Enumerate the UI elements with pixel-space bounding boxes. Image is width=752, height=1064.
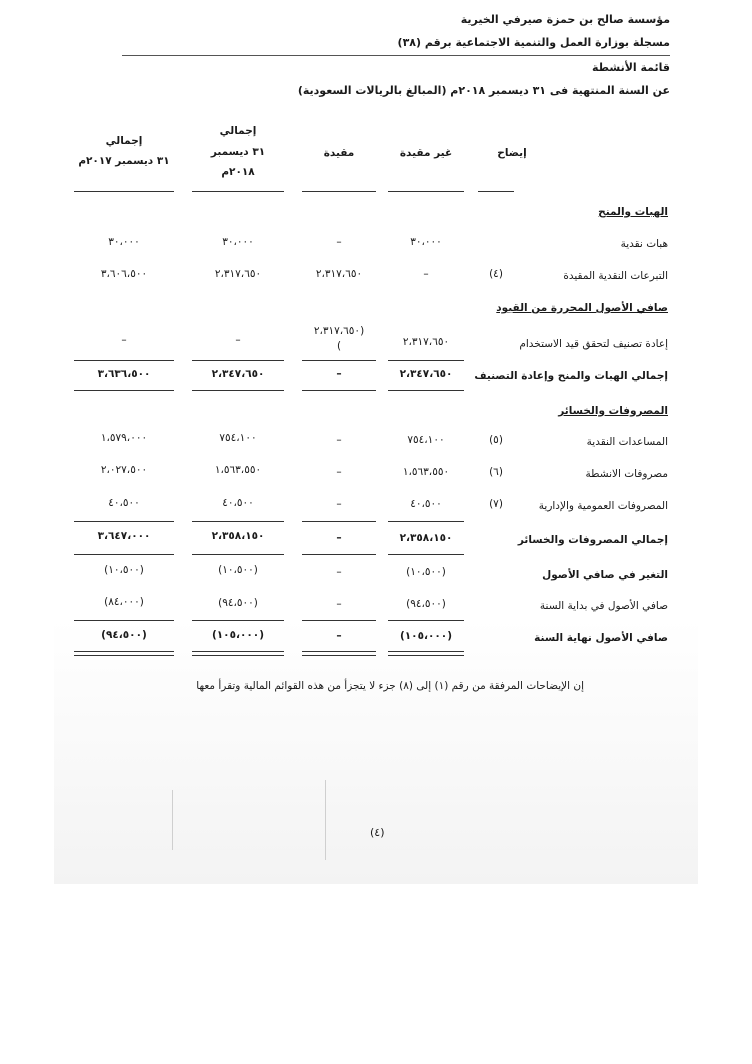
cell-restricted: – — [336, 498, 342, 510]
cell-restricted: – — [336, 434, 342, 446]
cell-unrestricted: (٩٤،٥٠٠) — [406, 598, 446, 610]
cell-unrestricted: (١٠٥،٠٠٠) — [399, 630, 453, 642]
subtotal-rule — [388, 521, 464, 522]
cell-unrestricted: ١،٥٦٣،٥٥٠ — [402, 466, 450, 478]
cell-unrestricted: ٤٠،٥٠٠ — [410, 498, 442, 510]
restricted-header-rule — [302, 191, 376, 192]
cell-total2017: ٣،٦٤٧،٠٠٠ — [97, 530, 151, 542]
cell-note: (٥) — [489, 434, 503, 446]
row-label: المساعدات النقدية — [586, 436, 668, 448]
cell-restricted: – — [336, 566, 342, 578]
cell-total2018: ٤٠،٥٠٠ — [222, 497, 254, 509]
subtotal-rule — [74, 360, 174, 361]
header-rule — [122, 55, 670, 56]
cell-note: (٧) — [489, 498, 503, 510]
subtotal-rule — [192, 620, 284, 621]
cell-total2017: (٩٤،٥٠٠) — [101, 629, 147, 641]
subtotal-rule — [74, 620, 174, 621]
total-rule — [388, 390, 464, 391]
cell-total2018: ٢،٣٥٨،١٥٠ — [211, 530, 265, 542]
cell-total2018: (٩٤،٥٠٠) — [218, 597, 258, 609]
subtotal-rule — [192, 360, 284, 361]
row-label-total: التغير في صافي الأصول — [542, 569, 668, 581]
row-label: مصروفات الانشطة — [585, 468, 668, 480]
cell-unrestricted: ٢،٣١٧،٦٥٠ — [402, 336, 450, 348]
cell-unrestricted: ٢،٣٤٧،٦٥٠ — [399, 368, 453, 380]
registration-line: مسجلة بوزارة العمل والتنمية الاجتماعية برقم (٣٨) — [397, 36, 670, 49]
total-rule — [74, 390, 174, 391]
col-total2017-header-2: ٣١ ديسمبر ٢٠١٧م — [78, 155, 170, 167]
row-label: صافي الأصول في بداية السنة — [539, 600, 668, 612]
subtotal-rule — [192, 521, 284, 522]
cell-restricted: – — [336, 532, 342, 544]
cell-total2017: ٤٠،٥٠٠ — [108, 497, 140, 509]
row-label: هبات نقدية — [620, 238, 668, 250]
cell-total2017: ٣،٦٠٦،٥٠٠ — [100, 268, 148, 280]
unrestricted-header-rule — [388, 191, 464, 192]
row-label: إعادة تصنيف لتحقق قيد الاستخدام — [519, 338, 668, 350]
cell-restricted: – — [336, 630, 342, 642]
row-label-total: إجمالي الهبات والمنح وإعادة التصنيف — [474, 370, 668, 382]
cell-total2017: – — [121, 334, 127, 346]
cell-unrestricted: – — [423, 268, 429, 280]
cell-restricted-cont: ) — [336, 340, 342, 352]
cell-restricted: – — [336, 466, 342, 478]
total-rule — [192, 390, 284, 391]
total2017-header-rule — [74, 191, 174, 192]
cell-total2017: (١٠،٥٠٠) — [104, 564, 144, 576]
cell-unrestricted: ٣٠،٠٠٠ — [410, 236, 442, 248]
total-rule — [74, 554, 174, 555]
cell-note: (٦) — [489, 466, 503, 478]
total-rule — [388, 554, 464, 555]
cell-total2018: (١٠٥،٠٠٠) — [211, 629, 265, 641]
org-name: مؤسسة صالح بن حمزة صيرفي الخيرية — [460, 13, 670, 26]
subtotal-rule — [388, 620, 464, 621]
grand-total-double-rule — [192, 651, 284, 656]
row-label-total: إجمالي المصروفات والخسائر — [517, 534, 668, 546]
cell-total2017: ٣،٦٣٦،٥٠٠ — [97, 368, 151, 380]
cell-total2018: ٢،٣٤٧،٦٥٠ — [211, 368, 265, 380]
subtotal-rule — [302, 360, 376, 361]
cell-restricted: – — [336, 236, 342, 248]
col-total2018-header-1: إجمالي — [219, 125, 257, 137]
grand-total-double-rule — [74, 651, 174, 656]
footnote: إن الإيضاحات المرفقة من رقم (١) إلى (٨) جزء لا يتجزأ من هذه القوائم المالية وتقرأ معها — [196, 680, 584, 692]
cell-note: (٤) — [489, 268, 503, 280]
page-number: (٤) — [370, 826, 385, 839]
period-line: عن السنة المنتهية فى ٣١ ديسمبر ٢٠١٨م (المبالغ بالريالات السعودية) — [297, 84, 670, 97]
subtotal-rule — [302, 521, 376, 522]
cell-restricted: – — [336, 598, 342, 610]
section-released: صافي الأصول المحررة من القيود — [496, 302, 668, 314]
total2018-header-rule — [192, 191, 284, 192]
cell-total2017: ٣٠،٠٠٠ — [108, 236, 140, 248]
cell-total2017: (٨٤،٠٠٠) — [104, 596, 144, 608]
subtotal-rule — [74, 521, 174, 522]
row-label-total: صافي الأصول نهاية السنة — [534, 632, 668, 644]
col-restricted-header: مقيدة — [323, 147, 355, 159]
cell-total2017: ٢،٠٢٧،٥٠٠ — [100, 464, 148, 476]
subtotal-rule — [388, 360, 464, 361]
col-unrestricted-header: غير مقيدة — [399, 147, 453, 159]
cell-total2018: ١،٥٦٣،٥٥٠ — [214, 464, 262, 476]
cell-unrestricted: (١٠،٥٠٠) — [406, 566, 446, 578]
row-label: التبرعات النقدية المقيدة — [563, 270, 668, 282]
section-expenses: المصروفات والخسائر — [558, 405, 668, 417]
cell-total2018: ٢،٣١٧،٦٥٠ — [214, 268, 262, 280]
col-total2017-header-1: إجمالي — [105, 135, 143, 147]
scan-artifact — [172, 790, 173, 850]
grand-total-double-rule — [388, 651, 464, 656]
total-rule — [192, 554, 284, 555]
total-rule — [302, 554, 376, 555]
cell-total2018: (١٠،٥٠٠) — [218, 564, 258, 576]
cell-total2018: ٧٥٤،١٠٠ — [219, 432, 257, 444]
section-grants: الهبات والمنح — [598, 206, 668, 218]
col-total2018-header-2: ٣١ ديسمبر — [210, 146, 266, 158]
subtotal-rule — [302, 620, 376, 621]
note-header-rule — [478, 191, 514, 192]
statement-title: قائمة الأنشطة — [591, 61, 670, 74]
cell-total2017: ١،٥٧٩،٠٠٠ — [100, 432, 148, 444]
scan-artifact — [325, 780, 326, 860]
grand-total-double-rule — [302, 651, 376, 656]
cell-restricted: (٢،٣١٧،٦٥٠ — [313, 325, 365, 337]
cell-total2018: – — [235, 334, 241, 346]
cell-unrestricted: ٧٥٤،١٠٠ — [407, 434, 445, 446]
cell-restricted: – — [336, 368, 342, 380]
cell-restricted: ٢،٣١٧،٦٥٠ — [315, 268, 363, 280]
total-rule — [302, 390, 376, 391]
cell-total2018: ٣٠،٠٠٠ — [222, 236, 254, 248]
col-note-header: إيضاح — [497, 147, 527, 159]
cell-unrestricted: ٢،٣٥٨،١٥٠ — [399, 532, 453, 544]
row-label: المصروفات العمومية والإدارية — [538, 500, 668, 512]
col-total2018-header-3: ٢٠١٨م — [221, 166, 255, 178]
